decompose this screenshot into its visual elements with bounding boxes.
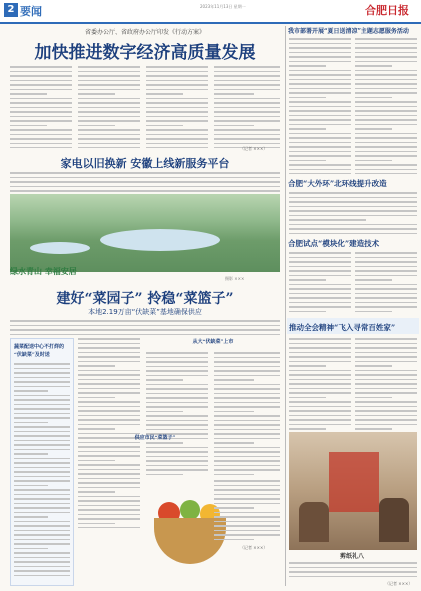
story3-col4 (214, 352, 280, 476)
story3-intro (10, 320, 280, 336)
sidebar-text (14, 363, 70, 579)
papercut-caption: 剪纸礼八 (340, 553, 365, 560)
push-headline: 推动全会精神“飞入寻常百姓家” (289, 323, 396, 332)
lead-text-col2 (78, 66, 140, 148)
push-col2 (355, 338, 417, 430)
right-mid2-col2 (355, 252, 417, 314)
story3-col2 (78, 338, 140, 528)
dateline: 2023年11月13日 星期一 (200, 4, 246, 9)
lead-sign: （记者 ×××） (240, 146, 268, 151)
right-mid-headline: 合肥“大外环”北环线提升改造 (288, 179, 387, 188)
right-sign: （记者 ×××） (385, 581, 413, 586)
column-rule (285, 26, 286, 586)
story3-headline: 建好“菜园子” 拎稳“菜篮子” (56, 291, 234, 307)
papercut-photo (289, 432, 417, 550)
right-top-headline: 我市部署开展“夏日送清凉”主题志愿服务活动 (288, 28, 409, 35)
papercut-caption-text (289, 562, 417, 578)
story3-subhead: 本地2.19万亩“伏缺菜”基地确保供应 (88, 308, 202, 316)
lead-text-col3 (146, 66, 208, 148)
photo-credit: 摄影 ××× (225, 276, 245, 281)
lead-headline: 加快推进数字经济高质量发展 (34, 43, 256, 63)
paper-logo: 合肥日报 (365, 4, 409, 17)
right-mid2-col1 (289, 252, 351, 314)
photo-caption-title: 绿水青山 幸福安居 (10, 266, 77, 276)
push-headline-band (287, 318, 419, 334)
page-number: 2 (4, 3, 18, 17)
story3-sign: （记者 ×××） (240, 545, 268, 550)
mid-box-subtitle: 供应市民“菜篮子” (134, 435, 176, 441)
story3-col4b (214, 480, 280, 540)
landscape-photo (10, 194, 280, 272)
story3-col3 (146, 352, 208, 476)
sidebar-box (10, 338, 74, 586)
right-mid-text (289, 192, 417, 234)
story2-headline: 家电以旧换新 安徽上线新服务平台 (60, 157, 230, 170)
push-col1 (289, 338, 351, 430)
right-mid-headline-2: 合肥试点“模块化”建造技术 (288, 239, 380, 248)
sidebar-title-1: 蔬菜配送中心不打烊的 (14, 344, 65, 350)
section-name: 要闻 (20, 5, 42, 18)
story2-text (10, 172, 280, 192)
mid-box-head: 从大“伏缺菜”上市 (192, 339, 234, 345)
lead-text-col1 (10, 66, 72, 148)
right-top-col2 (355, 38, 417, 174)
lead-text-col4 (214, 66, 280, 148)
masthead (0, 0, 421, 24)
sidebar-title-2: “伏缺菜”及时送 (14, 352, 50, 358)
right-top-col1 (289, 38, 351, 174)
lead-kicker: 省委办公厅、省政府办公厅印发《行动方案》 (84, 29, 205, 36)
